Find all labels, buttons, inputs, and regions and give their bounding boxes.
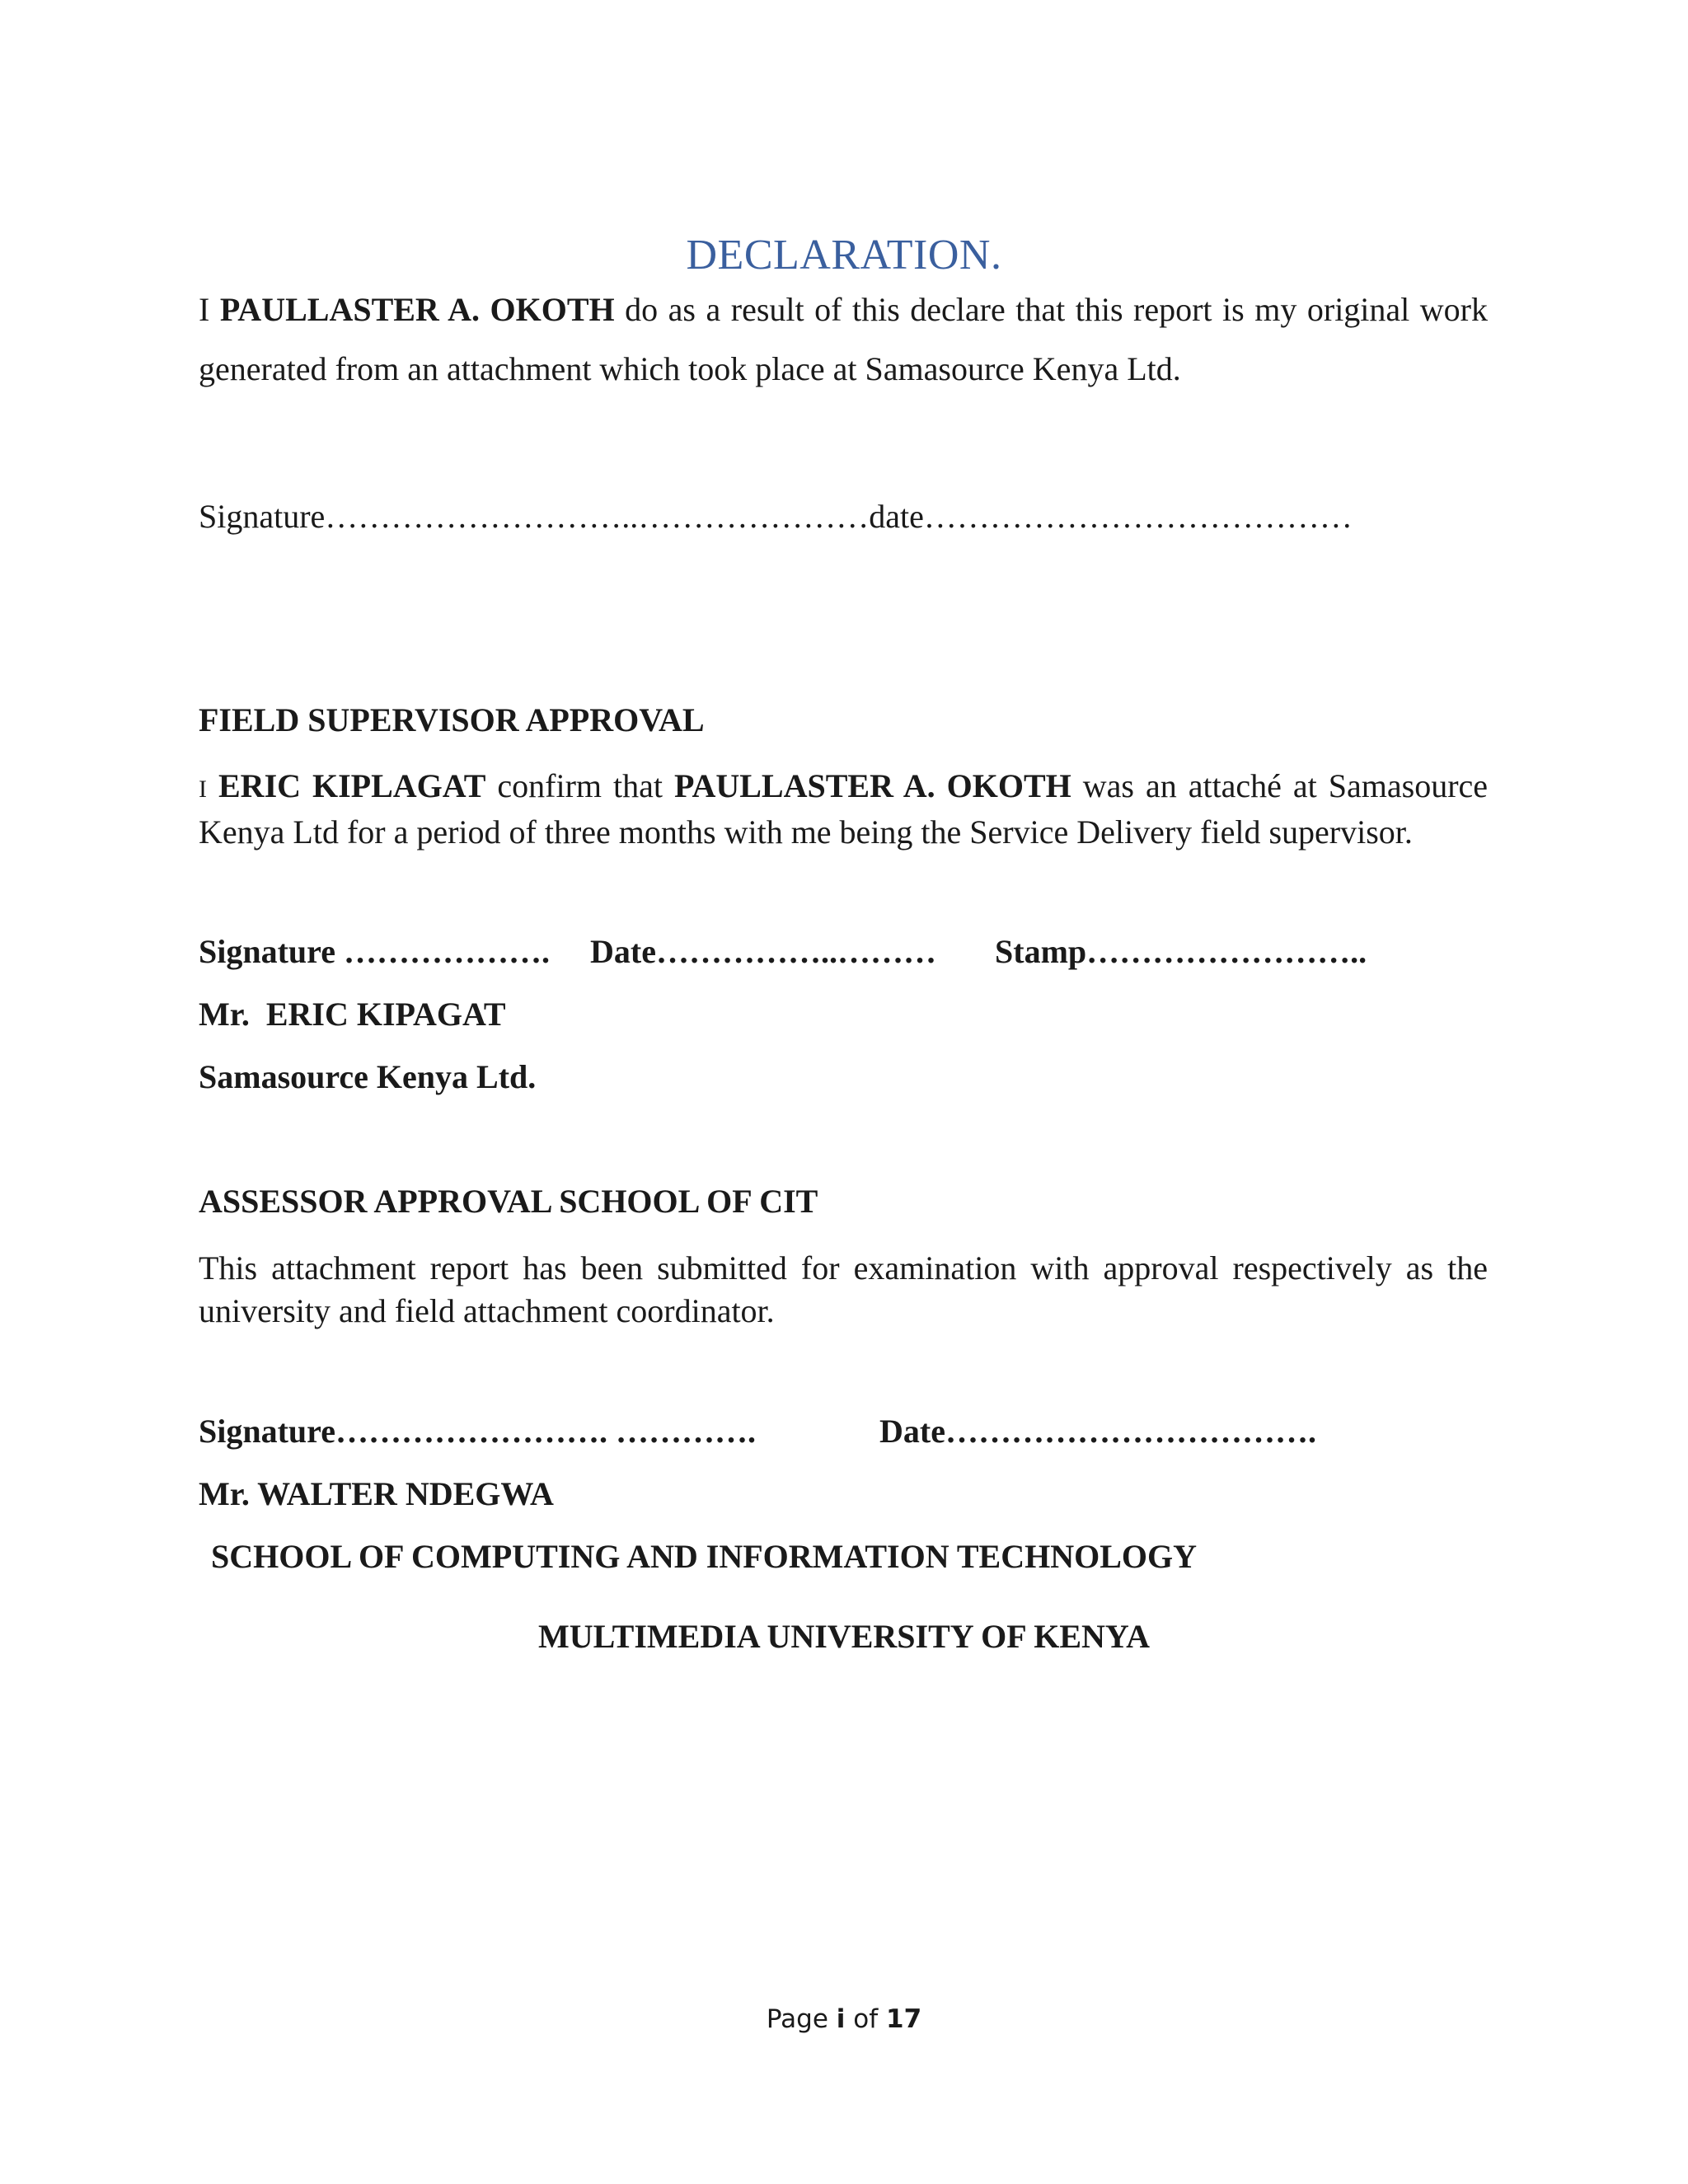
assessor-date-field: Date……………………………. <box>879 1413 1316 1450</box>
assessor-line-2: university and field attachment coordinator. <box>199 1292 775 1329</box>
declaration-line-1 <box>199 280 1488 340</box>
supervisor-signatory-name: Mr. ERIC KIPAGAT <box>199 996 506 1033</box>
assessor-school: SCHOOL OF COMPUTING AND INFORMATION TECHNOLOGY <box>211 1538 1198 1575</box>
footer-page-word: Page <box>766 2004 828 2034</box>
footer-total-pages: 17 <box>886 2004 922 2034</box>
field-supervisor-line-1 <box>199 765 1488 811</box>
page-footer <box>0 2004 1688 2034</box>
field-supervisor-line-1-text: was an attaché at Samasource <box>1082 767 1489 804</box>
declaration-signature-line: Signature………………………..…………………date………………………………… <box>199 498 1353 535</box>
supervisor-name: ERIC KIPLAGAT <box>218 767 486 804</box>
field-supervisor-line-2: Kenya Ltd for a period of three months with me being the Service Delivery field supervisor. <box>199 813 1413 851</box>
supervisor-date-field: Date……………..……… <box>590 933 936 970</box>
assessor-line-1: This attachment report has been submitted for examination with approval respectively as the <box>199 1249 1488 1286</box>
assessor-paragraph <box>199 1247 1488 1333</box>
supervisor-signature-field: Signature ………………. <box>199 933 550 970</box>
assessor-signatory-name: Mr. WALTER NDEGWA <box>199 1475 554 1512</box>
declaration-paragraph <box>199 280 1488 399</box>
field-supervisor-heading: FIELD SUPERVISOR APPROVAL <box>199 701 705 738</box>
assessor-heading: ASSESSOR APPROVAL SCHOOL OF CIT <box>199 1183 818 1220</box>
declaration-line-1-text: do as a result of this declare that this report is my original work <box>625 291 1489 328</box>
assessor-signature-field: Signature……………………. …………. <box>199 1413 756 1450</box>
confirm-text: confirm that <box>497 767 663 804</box>
declaration-line-2: generated from an attachment which took place at Samasource Kenya Ltd. <box>199 350 1181 387</box>
attache-name: PAULLASTER A. OKOTH <box>674 767 1071 804</box>
assessor-university: MULTIMEDIA UNIVERSITY OF KENYA <box>538 1618 1150 1655</box>
field-supervisor-paragraph <box>199 765 1488 854</box>
declarant-name: PAULLASTER A. OKOTH <box>219 291 615 328</box>
declaration-pronoun: I <box>199 291 210 328</box>
supervisor-company: Samasource Kenya Ltd. <box>199 1058 537 1095</box>
page-title: DECLARATION. <box>686 232 1002 279</box>
field-supervisor-pronoun: I <box>199 776 207 803</box>
footer-page-number: i <box>836 2004 846 2034</box>
supervisor-stamp-field: Stamp…………………….. <box>995 933 1367 970</box>
footer-of-word: of <box>853 2004 879 2034</box>
